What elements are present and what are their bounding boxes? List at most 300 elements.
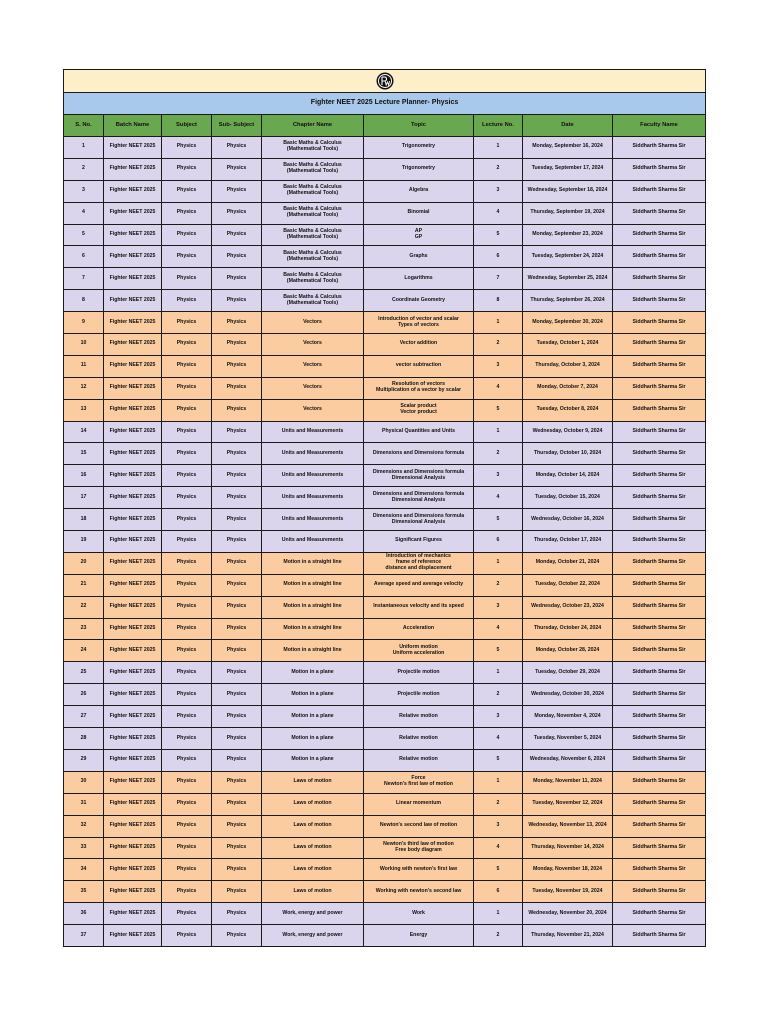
faculty-name-cell: Siddharth Sharma Sir	[613, 224, 706, 246]
topic-line: Dimensions and Dimensions formula	[372, 468, 465, 475]
chapter-name-cell	[262, 684, 364, 706]
table-row	[64, 443, 706, 465]
table-row	[64, 377, 706, 399]
date-cell: Tuesday, October 1, 2024	[523, 334, 613, 356]
chapter-name-line: Motion in a plane	[291, 734, 334, 741]
date-cell: Monday, November 4, 2024	[523, 706, 613, 728]
topic-line: Vector addition	[399, 340, 438, 347]
date-cell: Monday, October 28, 2024	[523, 640, 613, 662]
batch-name-cell: Fighter NEET 2025	[104, 531, 162, 553]
lecture-number-cell: 1	[474, 903, 523, 925]
topic-cell	[364, 421, 474, 443]
date-cell: Monday, November 18, 2024	[523, 859, 613, 881]
lecture-number-cell: 5	[474, 224, 523, 246]
topic-line: Relative motion	[399, 756, 438, 763]
lecture-number-cell: 1	[474, 771, 523, 793]
date-cell: Monday, October 21, 2024	[523, 552, 613, 574]
serial-number-cell: 19	[64, 531, 104, 553]
topic-cell	[364, 815, 474, 837]
serial-number-cell: 4	[64, 202, 104, 224]
topic-cell	[364, 180, 474, 202]
faculty-name-cell: Siddharth Sharma Sir	[613, 509, 706, 531]
chapter-name-cell	[262, 531, 364, 553]
topic-cell	[364, 268, 474, 290]
faculty-name-cell: Siddharth Sharma Sir	[613, 640, 706, 662]
topic-cell	[364, 334, 474, 356]
sub-subject-cell: Physics	[212, 224, 262, 246]
faculty-name-cell: Siddharth Sharma Sir	[613, 180, 706, 202]
topic-line: Logarithms	[404, 274, 433, 281]
serial-number-cell: 37	[64, 925, 104, 947]
planner-title: Fighter NEET 2025 Lecture Planner- Physics	[64, 93, 706, 115]
subject-cell: Physics	[162, 793, 212, 815]
date-cell: Monday, October 7, 2024	[523, 377, 613, 399]
chapter-name-line: Laws of motion	[293, 887, 332, 894]
serial-number-cell: 2	[64, 158, 104, 180]
lecture-number-cell: 6	[474, 531, 523, 553]
subject-cell: Physics	[162, 662, 212, 684]
topic-line: Relative motion	[399, 712, 438, 719]
chapter-name-line: Work, energy and power	[282, 931, 343, 938]
lecture-number-cell: 3	[474, 355, 523, 377]
column-header: Subject	[162, 115, 212, 137]
table-row	[64, 399, 706, 421]
date-cell: Thursday, November 21, 2024	[523, 925, 613, 947]
faculty-name-cell: Siddharth Sharma Sir	[613, 815, 706, 837]
batch-name-cell: Fighter NEET 2025	[104, 421, 162, 443]
batch-name-cell: Fighter NEET 2025	[104, 596, 162, 618]
table-row	[64, 137, 706, 159]
sub-subject-cell: Physics	[212, 377, 262, 399]
subject-cell: Physics	[162, 334, 212, 356]
serial-number-cell: 7	[64, 268, 104, 290]
date-cell: Thursday, September 26, 2024	[523, 290, 613, 312]
topic-line: Resolution of vectors	[391, 381, 446, 388]
batch-name-cell: Fighter NEET 2025	[104, 837, 162, 859]
subject-cell: Physics	[162, 443, 212, 465]
serial-number-cell: 26	[64, 684, 104, 706]
topic-cell	[364, 640, 474, 662]
topic-line: Dimensional Analysis	[391, 518, 446, 525]
subject-cell: Physics	[162, 399, 212, 421]
table-body	[64, 137, 706, 947]
topic-cell	[364, 509, 474, 531]
batch-name-cell: Fighter NEET 2025	[104, 881, 162, 903]
faculty-name-cell: Siddharth Sharma Sir	[613, 399, 706, 421]
chapter-name-line: Basic Maths & Calculus	[283, 206, 342, 213]
topic-cell	[364, 246, 474, 268]
chapter-name-line: Vectors	[303, 340, 322, 347]
column-header: Batch Name	[104, 115, 162, 137]
chapter-name-line: Basic Maths & Calculus	[283, 228, 342, 235]
topic-line: Projectile motion	[397, 690, 440, 697]
subject-cell: Physics	[162, 509, 212, 531]
chapter-name-cell	[262, 596, 364, 618]
chapter-name-cell	[262, 290, 364, 312]
faculty-name-cell: Siddharth Sharma Sir	[613, 596, 706, 618]
chapter-name-line: Units and Measurements	[281, 471, 344, 478]
batch-name-cell: Fighter NEET 2025	[104, 771, 162, 793]
chapter-name-line: Basic Maths & Calculus	[283, 184, 342, 191]
chapter-name-cell	[262, 312, 364, 334]
date-cell: Tuesday, September 24, 2024	[523, 246, 613, 268]
topic-cell	[364, 618, 474, 640]
serial-number-cell: 23	[64, 618, 104, 640]
date-cell: Wednesday, November 6, 2024	[523, 749, 613, 771]
topic-line: Dimensions and Dimensions formula	[372, 512, 465, 519]
date-cell: Tuesday, November 5, 2024	[523, 728, 613, 750]
batch-name-cell: Fighter NEET 2025	[104, 290, 162, 312]
serial-number-cell: 11	[64, 355, 104, 377]
lecture-number-cell: 3	[474, 596, 523, 618]
serial-number-cell: 10	[64, 334, 104, 356]
chapter-name-cell	[262, 202, 364, 224]
chapter-name-cell	[262, 421, 364, 443]
sub-subject-cell: Physics	[212, 925, 262, 947]
faculty-name-cell: Siddharth Sharma Sir	[613, 771, 706, 793]
column-header: Date	[523, 115, 613, 137]
topic-line: Trigonometry	[401, 165, 436, 172]
date-cell: Thursday, September 19, 2024	[523, 202, 613, 224]
subject-cell: Physics	[162, 421, 212, 443]
column-header: Faculty Name	[613, 115, 706, 137]
table-row	[64, 202, 706, 224]
serial-number-cell: 20	[64, 552, 104, 574]
subject-cell: Physics	[162, 246, 212, 268]
serial-number-cell: 8	[64, 290, 104, 312]
subject-cell: Physics	[162, 487, 212, 509]
topic-line: Significant Figures	[395, 537, 442, 544]
topic-cell	[364, 596, 474, 618]
date-cell: Wednesday, September 25, 2024	[523, 268, 613, 290]
chapter-name-line: Motion in a straight line	[283, 646, 342, 653]
subject-cell: Physics	[162, 596, 212, 618]
batch-name-cell: Fighter NEET 2025	[104, 377, 162, 399]
serial-number-cell: 22	[64, 596, 104, 618]
chapter-name-line: Units and Measurements	[281, 428, 344, 435]
topic-cell	[364, 531, 474, 553]
column-header: S. No.	[64, 115, 104, 137]
sub-subject-cell: Physics	[212, 290, 262, 312]
batch-name-cell: Fighter NEET 2025	[104, 202, 162, 224]
chapter-name-cell	[262, 706, 364, 728]
faculty-name-cell: Siddharth Sharma Sir	[613, 531, 706, 553]
chapter-name-line: Basic Maths & Calculus	[283, 293, 342, 300]
chapter-name-cell	[262, 355, 364, 377]
chapter-name-line: Laws of motion	[293, 865, 332, 872]
chapter-name-line: Vectors	[303, 406, 322, 413]
topic-line: Newton's third law of motion	[383, 840, 454, 847]
faculty-name-cell: Siddharth Sharma Sir	[613, 552, 706, 574]
lecture-number-cell: 2	[474, 158, 523, 180]
table-row	[64, 487, 706, 509]
batch-name-cell: Fighter NEET 2025	[104, 903, 162, 925]
topic-line: Instantaneous velocity and its speed	[373, 603, 464, 610]
lecture-number-cell: 4	[474, 728, 523, 750]
chapter-name-line: (Mathematical Tools)	[286, 277, 339, 284]
sub-subject-cell: Physics	[212, 574, 262, 596]
topic-line: Physical Quantities and Units	[382, 428, 455, 435]
topic-cell	[364, 443, 474, 465]
chapter-name-cell	[262, 552, 364, 574]
lecture-number-cell: 2	[474, 793, 523, 815]
sub-subject-cell: Physics	[212, 749, 262, 771]
lecture-number-cell: 5	[474, 399, 523, 421]
sub-subject-cell: Physics	[212, 355, 262, 377]
topic-cell	[364, 728, 474, 750]
topic-line: Introduction of mechanics	[386, 553, 451, 560]
date-cell: Monday, September 23, 2024	[523, 224, 613, 246]
table-row	[64, 815, 706, 837]
topic-line: Linear momentum	[396, 800, 441, 807]
topic-line: Newton's second law of motion	[379, 822, 458, 829]
lecture-number-cell: 4	[474, 377, 523, 399]
lecture-number-cell: 5	[474, 509, 523, 531]
sub-subject-cell: Physics	[212, 618, 262, 640]
batch-name-cell: Fighter NEET 2025	[104, 684, 162, 706]
batch-name-cell: Fighter NEET 2025	[104, 574, 162, 596]
serial-number-cell: 3	[64, 180, 104, 202]
lecture-number-cell: 6	[474, 881, 523, 903]
chapter-name-line: Basic Maths & Calculus	[283, 140, 342, 147]
subject-cell: Physics	[162, 355, 212, 377]
sub-subject-cell: Physics	[212, 334, 262, 356]
serial-number-cell: 28	[64, 728, 104, 750]
sub-subject-cell: Physics	[212, 509, 262, 531]
lecture-number-cell: 4	[474, 618, 523, 640]
sub-subject-cell: Physics	[212, 158, 262, 180]
chapter-name-cell	[262, 268, 364, 290]
date-cell: Tuesday, September 17, 2024	[523, 158, 613, 180]
chapter-name-line: Laws of motion	[293, 822, 332, 829]
subject-cell: Physics	[162, 531, 212, 553]
topic-cell	[364, 662, 474, 684]
serial-number-cell: 24	[64, 640, 104, 662]
faculty-name-cell: Siddharth Sharma Sir	[613, 881, 706, 903]
topic-line: Dimensions and Dimensions formula	[372, 490, 465, 497]
batch-name-cell: Fighter NEET 2025	[104, 793, 162, 815]
subject-cell: Physics	[162, 202, 212, 224]
table-row	[64, 881, 706, 903]
serial-number-cell: 36	[64, 903, 104, 925]
date-cell: Wednesday, October 16, 2024	[523, 509, 613, 531]
table-row	[64, 618, 706, 640]
topic-cell	[364, 903, 474, 925]
table-row	[64, 290, 706, 312]
table-row	[64, 180, 706, 202]
batch-name-cell: Fighter NEET 2025	[104, 268, 162, 290]
sub-subject-cell: Physics	[212, 903, 262, 925]
batch-name-cell: Fighter NEET 2025	[104, 640, 162, 662]
topic-cell	[364, 881, 474, 903]
date-cell: Tuesday, October 29, 2024	[523, 662, 613, 684]
chapter-name-line: Laws of motion	[293, 843, 332, 850]
lecture-number-cell: 1	[474, 312, 523, 334]
lecture-number-cell: 3	[474, 706, 523, 728]
topic-line: Working with newton's second law	[375, 887, 462, 894]
lecture-number-cell: 4	[474, 487, 523, 509]
chapter-name-cell	[262, 574, 364, 596]
table-row	[64, 268, 706, 290]
chapter-name-line: (Mathematical Tools)	[286, 234, 339, 240]
faculty-name-cell: Siddharth Sharma Sir	[613, 443, 706, 465]
topic-cell	[364, 377, 474, 399]
subject-cell: Physics	[162, 268, 212, 290]
subject-cell: Physics	[162, 180, 212, 202]
date-cell: Wednesday, October 30, 2024	[523, 684, 613, 706]
lecture-number-cell: 5	[474, 859, 523, 881]
topic-line: Uniform motion	[399, 643, 438, 650]
subject-cell: Physics	[162, 859, 212, 881]
table-row	[64, 574, 706, 596]
faculty-name-cell: Siddharth Sharma Sir	[613, 662, 706, 684]
topic-cell	[364, 925, 474, 947]
date-cell: Tuesday, October 15, 2024	[523, 487, 613, 509]
faculty-name-cell: Siddharth Sharma Sir	[613, 377, 706, 399]
chapter-name-line: (Mathematical Tools)	[286, 212, 339, 219]
sub-subject-cell: Physics	[212, 312, 262, 334]
table-row	[64, 706, 706, 728]
date-cell: Wednesday, November 20, 2024	[523, 903, 613, 925]
topic-cell	[364, 224, 474, 246]
table-row	[64, 925, 706, 947]
faculty-name-cell: Siddharth Sharma Sir	[613, 574, 706, 596]
chapter-name-line: Units and Measurements	[281, 515, 344, 522]
chapter-name-line: (Mathematical Tools)	[286, 190, 339, 197]
serial-number-cell: 31	[64, 793, 104, 815]
faculty-name-cell: Siddharth Sharma Sir	[613, 290, 706, 312]
subject-cell: Physics	[162, 706, 212, 728]
chapter-name-line: Laws of motion	[293, 778, 332, 785]
batch-name-cell: Fighter NEET 2025	[104, 487, 162, 509]
batch-name-cell: Fighter NEET 2025	[104, 728, 162, 750]
topic-line: Trigonometry	[401, 143, 436, 150]
sub-subject-cell: Physics	[212, 268, 262, 290]
topic-cell	[364, 552, 474, 574]
chapter-name-cell	[262, 158, 364, 180]
chapter-name-cell	[262, 793, 364, 815]
topic-line: Scalar product	[400, 403, 437, 410]
lecture-number-cell: 2	[474, 684, 523, 706]
faculty-name-cell: Siddharth Sharma Sir	[613, 925, 706, 947]
table-row	[64, 859, 706, 881]
topic-line: Energy	[409, 931, 428, 938]
date-cell: Monday, September 16, 2024	[523, 137, 613, 159]
sub-subject-cell: Physics	[212, 815, 262, 837]
chapter-name-line: Laws of motion	[293, 800, 332, 807]
batch-name-cell: Fighter NEET 2025	[104, 180, 162, 202]
lecture-number-cell: 1	[474, 662, 523, 684]
serial-number-cell: 29	[64, 749, 104, 771]
column-header: Topic	[364, 115, 474, 137]
chapter-name-line: Motion in a plane	[291, 756, 334, 763]
column-header: Chapter Name	[262, 115, 364, 137]
sub-subject-cell: Physics	[212, 552, 262, 574]
lecture-number-cell: 3	[474, 815, 523, 837]
date-cell: Tuesday, November 12, 2024	[523, 793, 613, 815]
topic-line: Vector product	[400, 409, 437, 416]
chapter-name-cell	[262, 509, 364, 531]
chapter-name-cell	[262, 728, 364, 750]
chapter-name-line: (Mathematical Tools)	[286, 168, 339, 175]
date-cell: Wednesday, November 13, 2024	[523, 815, 613, 837]
sub-subject-cell: Physics	[212, 771, 262, 793]
date-cell: Tuesday, October 8, 2024	[523, 399, 613, 421]
table-row	[64, 684, 706, 706]
sub-subject-cell: Physics	[212, 180, 262, 202]
batch-name-cell: Fighter NEET 2025	[104, 312, 162, 334]
faculty-name-cell: Siddharth Sharma Sir	[613, 137, 706, 159]
topic-cell	[364, 290, 474, 312]
table-row	[64, 903, 706, 925]
serial-number-cell: 27	[64, 706, 104, 728]
date-cell: Monday, November 11, 2024	[523, 771, 613, 793]
batch-name-cell: Fighter NEET 2025	[104, 618, 162, 640]
chapter-name-cell	[262, 815, 364, 837]
topic-line: Acceleration	[402, 625, 435, 632]
serial-number-cell: 15	[64, 443, 104, 465]
serial-number-cell: 30	[64, 771, 104, 793]
title-row	[64, 93, 706, 115]
faculty-name-cell: Siddharth Sharma Sir	[613, 749, 706, 771]
chapter-name-cell	[262, 749, 364, 771]
chapter-name-cell	[262, 246, 364, 268]
table-row	[64, 158, 706, 180]
chapter-name-cell	[262, 881, 364, 903]
date-cell: Wednesday, October 9, 2024	[523, 421, 613, 443]
lecture-number-cell: 6	[474, 246, 523, 268]
subject-cell: Physics	[162, 377, 212, 399]
faculty-name-cell: Siddharth Sharma Sir	[613, 465, 706, 487]
chapter-name-line: Vectors	[303, 318, 322, 325]
lecture-number-cell: 8	[474, 290, 523, 312]
subject-cell: Physics	[162, 925, 212, 947]
sub-subject-cell: Physics	[212, 596, 262, 618]
subject-cell: Physics	[162, 749, 212, 771]
serial-number-cell: 13	[64, 399, 104, 421]
topic-line: Newton's first law of motion	[384, 781, 453, 788]
faculty-name-cell: Siddharth Sharma Sir	[613, 421, 706, 443]
topic-cell	[364, 465, 474, 487]
lecture-number-cell: 2	[474, 925, 523, 947]
faculty-name-cell: Siddharth Sharma Sir	[613, 334, 706, 356]
batch-name-cell: Fighter NEET 2025	[104, 355, 162, 377]
faculty-name-cell: Siddharth Sharma Sir	[613, 158, 706, 180]
batch-name-cell: Fighter NEET 2025	[104, 662, 162, 684]
topic-cell	[364, 837, 474, 859]
sub-subject-cell: Physics	[212, 399, 262, 421]
topic-line: distance and displacement	[385, 565, 452, 572]
subject-cell: Physics	[162, 640, 212, 662]
sub-subject-cell: Physics	[212, 728, 262, 750]
batch-name-cell: Fighter NEET 2025	[104, 859, 162, 881]
sub-subject-cell: Physics	[212, 487, 262, 509]
serial-number-cell: 14	[64, 421, 104, 443]
chapter-name-cell	[262, 224, 364, 246]
subject-cell: Physics	[162, 312, 212, 334]
faculty-name-cell: Siddharth Sharma Sir	[613, 487, 706, 509]
serial-number-cell: 18	[64, 509, 104, 531]
topic-line: Binomial	[407, 209, 430, 216]
batch-name-cell: Fighter NEET 2025	[104, 552, 162, 574]
sub-subject-cell: Physics	[212, 202, 262, 224]
lecture-number-cell: 7	[474, 268, 523, 290]
topic-line: AP	[414, 228, 423, 235]
topic-line: Multiplication of a vector by scalar	[375, 387, 462, 394]
topic-cell	[364, 202, 474, 224]
table-row	[64, 662, 706, 684]
faculty-name-cell: Siddharth Sharma Sir	[613, 202, 706, 224]
